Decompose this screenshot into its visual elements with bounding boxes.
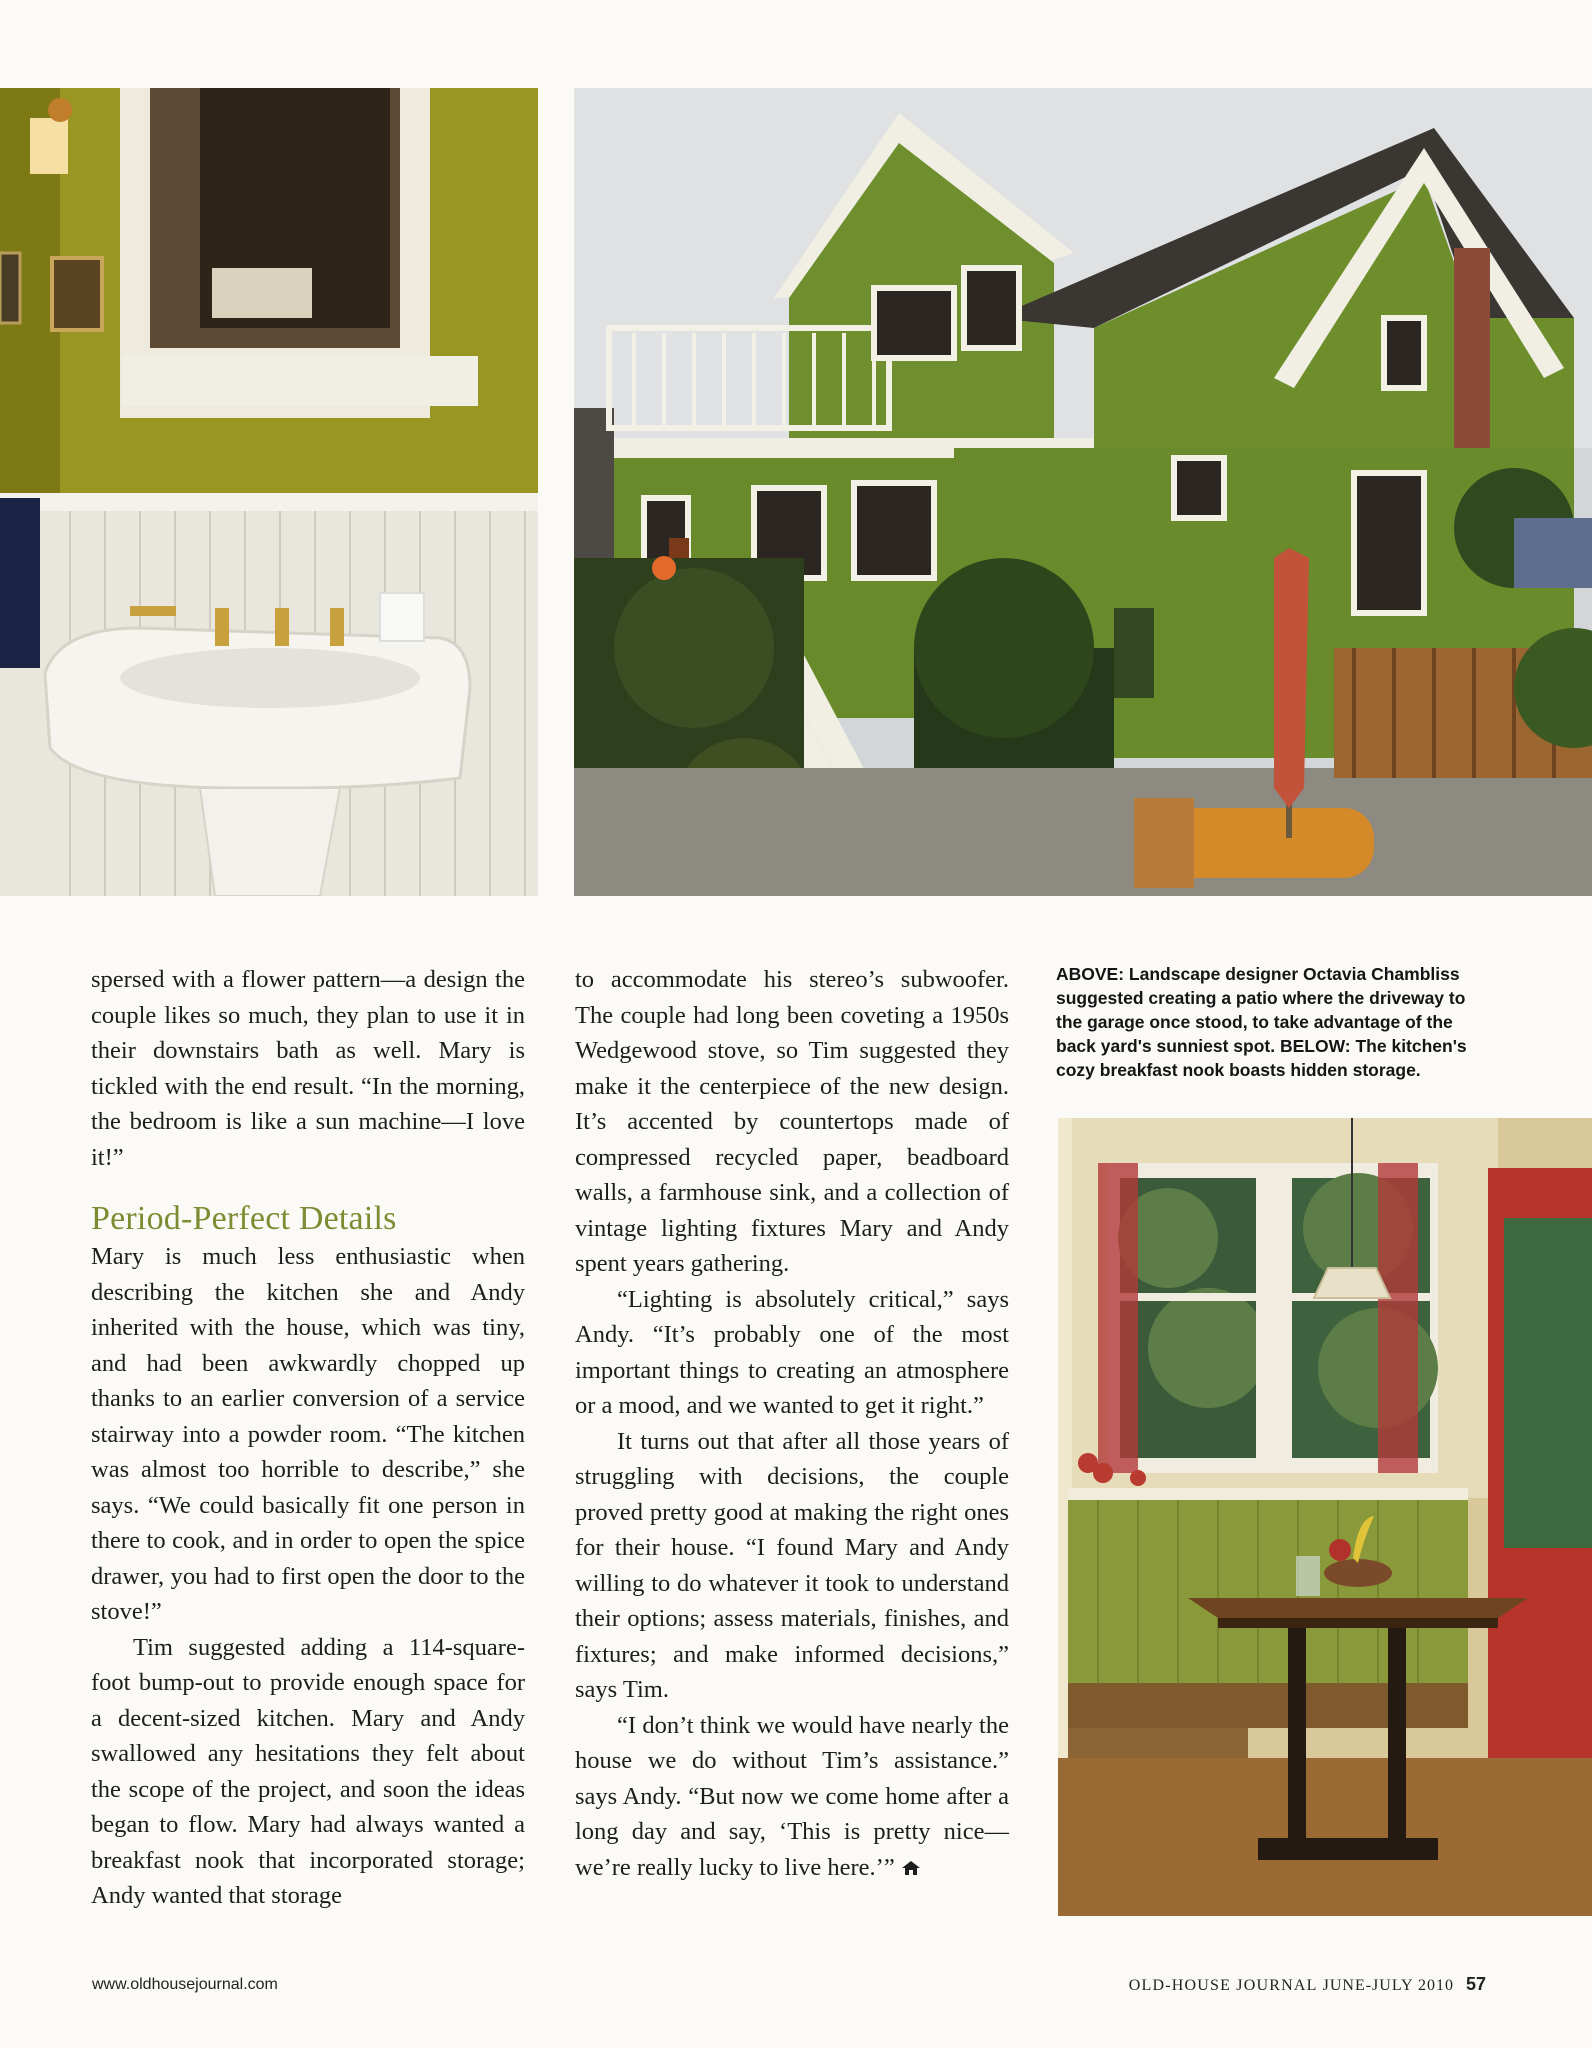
text-column-2 — [575, 962, 1009, 1885]
text-column-1 — [91, 962, 525, 1914]
footer-website: www.oldhousejournal.com — [92, 1976, 278, 1993]
page-number: 57 — [1465, 1974, 1486, 1994]
bathroom-photo — [0, 88, 538, 896]
column2-paragraph-1: to accommodate his stereo’s subwoofer. The couple had long been coveting a 1950s Wedgewood stove, so Tim suggested they make it the centerpiece of the new design. It’s accented by countertops made of compressed recycled paper, beadboard walls, a farmhouse sink, and a collection of vintage lighting fixtures Mary and Andy spent years gathering. — [575, 966, 1009, 1277]
photo-caption: ABOVE: Landscape designer Octavia Chambliss suggested creating a patio where the driveway to the garage once stood, to take advantage of the back yard's sunniest spot. BELOW: The kitchen's cozy breakfast nook boasts hidden storage. — [1056, 964, 1467, 1080]
breakfast-nook-photo — [1058, 1118, 1592, 1916]
footer-publication: OLD-HOUSE JOURNAL — [1128, 1977, 1318, 1994]
column1-paragraph-1: spersed with a flower pattern—a design the couple likes so much, they plan to use it in their downstairs bath as well. Mary is tickled with the end result. “In the morning, the bedroom is like a sun machine—I love it!” — [91, 966, 525, 1171]
house-end-mark-icon — [901, 1860, 921, 1876]
house-exterior-photo — [574, 88, 1592, 896]
column1-paragraph-2: Mary is much less enthusiastic when describing the kitchen she and Andy inherited with the house, which was tiny, and had been awkwardly chopped up thanks to an earlier conversion of a service stairway into a powder room. “The kitchen was almost too horrible to describe,” she says. “We could basically fit one person in there to cook, and in order to open the spice drawer, you had to first open the door to the stove!” — [91, 1243, 525, 1625]
section-heading: Period-Perfect Details — [91, 1200, 397, 1237]
column2-paragraph-2: “Lighting is absolutely critical,” says Andy. “It’s probably one of the most important things to creating an atmosphere or a mood, and we wanted to get it right.” — [575, 1285, 1009, 1419]
column2-paragraph-4: “I don’t think we would have nearly the house we do without Tim’s assistance.” says Andy. “But now we come home after a long day and say, ‘This is pretty nice—we’re really lucky to live here.’” — [575, 1711, 1009, 1881]
footer-folio — [1129, 1974, 1486, 1995]
footer-issue: JUNE-JULY 2010 — [1322, 1977, 1454, 1994]
column1-paragraph-3: Tim suggested adding a 114-square-foot bump-out to provide enough space for a decent-sized kitchen. Mary and Andy swallowed any hesitations they felt about the scope of the project, and soon the ideas began to flow. Mary had always wanted a breakfast nook that incorporated storage; Andy wanted that storage — [91, 1633, 525, 1909]
column2-paragraph-3: It turns out that after all those years of struggling with decisions, the couple proved pretty good at making the right ones for their house. “I found Mary and Andy willing to do whatever it took to understand their options; assess materials, finishes, and fixtures; and make informed decisions,” says Tim. — [575, 1427, 1009, 1703]
